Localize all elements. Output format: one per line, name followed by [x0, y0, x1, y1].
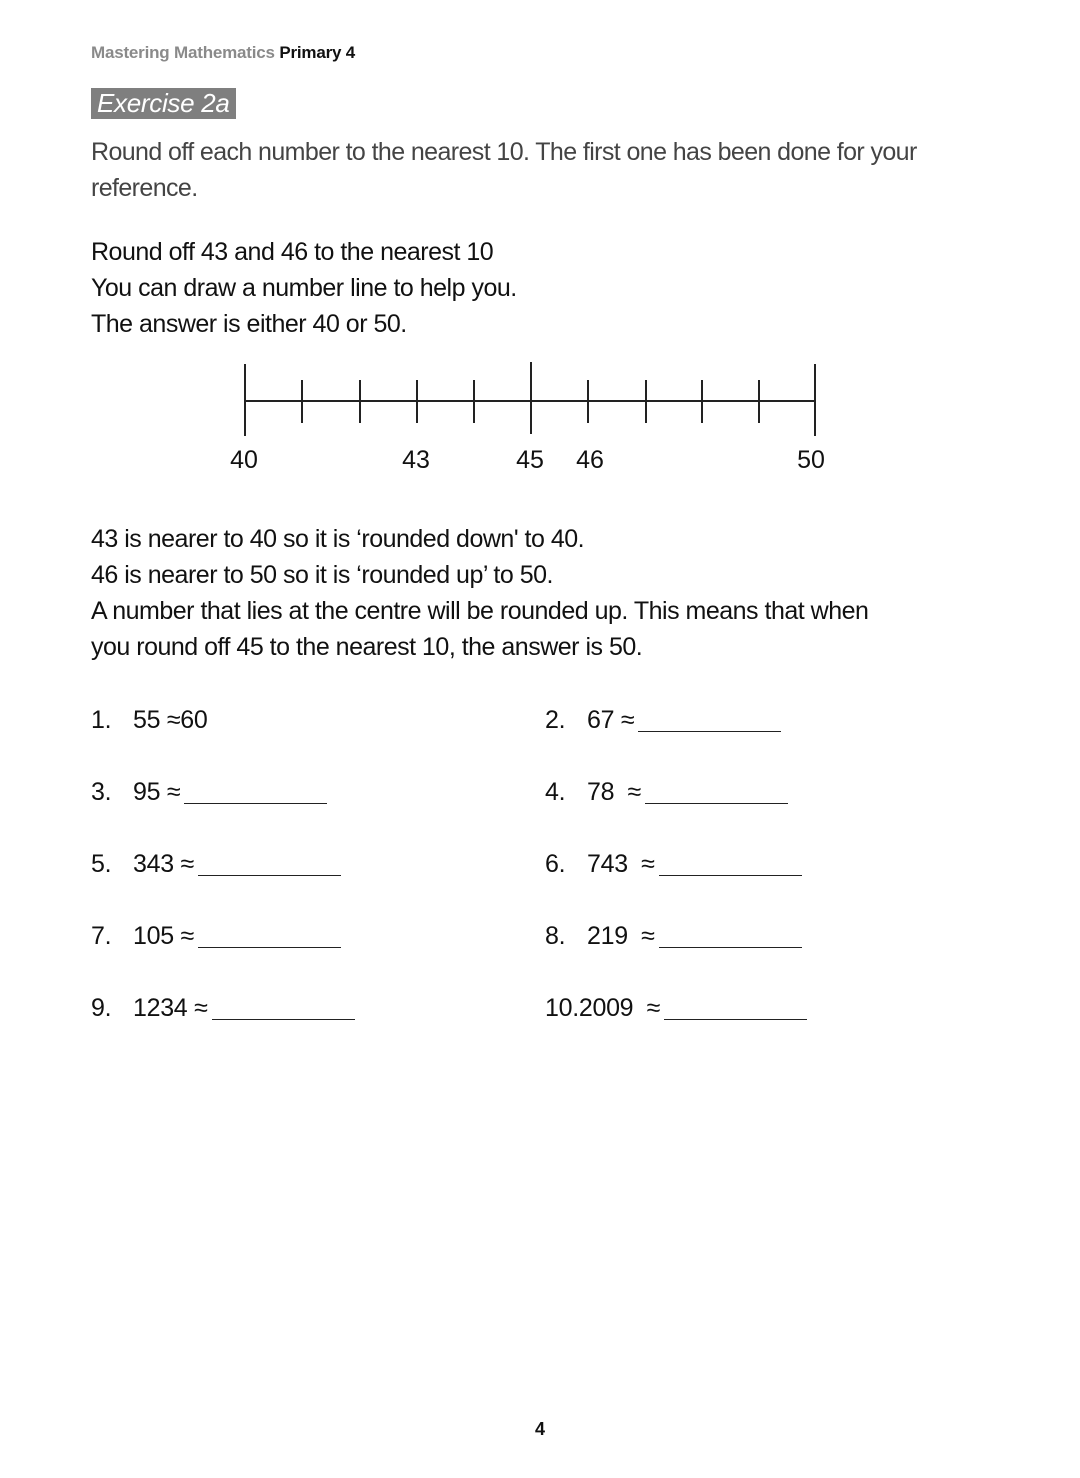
question-4: [545, 777, 788, 807]
explanation-line: A number that lies at the centre will be rounded up. This means that when: [91, 597, 869, 625]
question-number: 8.: [545, 922, 566, 950]
question-10: [545, 993, 807, 1023]
question-9: [91, 993, 355, 1023]
question-number: 1.: [91, 706, 112, 734]
answer-blank[interactable]: [212, 997, 355, 1020]
question-value: 67: [587, 706, 615, 734]
question-value: 219: [587, 922, 628, 950]
approx-symbol: ≈: [627, 778, 641, 806]
question-3: [91, 777, 327, 807]
question-value: 55: [133, 706, 161, 734]
question-number: 10.: [545, 994, 579, 1022]
question-1: [91, 705, 208, 735]
approx-symbol: ≈: [641, 850, 655, 878]
explanation-line: 46 is nearer to 50 so it is ‘rounded up’ to 50.: [91, 561, 553, 589]
question-number: 5.: [91, 850, 112, 878]
approx-symbol: ≈: [646, 994, 660, 1022]
example-line: Round off 43 and 46 to the nearest 10: [91, 238, 494, 266]
question-number: 3.: [91, 778, 112, 806]
explanation-line: you round off 45 to the nearest 10, the answer is 50.: [91, 633, 643, 661]
approx-symbol: ≈: [166, 778, 181, 806]
approx-symbol: ≈: [180, 850, 194, 878]
exercise-title: Exercise 2a: [91, 88, 236, 119]
answer-blank[interactable]: [659, 925, 802, 948]
tick-label-45: 45: [516, 446, 544, 474]
question-8: [545, 921, 802, 951]
answer-blank[interactable]: [184, 781, 327, 804]
book-series-title: Mastering Mathematics: [91, 43, 275, 62]
question-number: 4.: [545, 778, 566, 806]
tick-label-50: 50: [797, 446, 825, 474]
question-value: 2009: [578, 994, 634, 1022]
question-5: [91, 849, 341, 879]
question-value: 78: [587, 778, 615, 806]
instructions: [91, 134, 991, 206]
answer-blank[interactable]: [659, 853, 802, 876]
instructions-line: Round off each number to the nearest 10. The first one has been done for your: [91, 138, 917, 166]
question-value: 743: [587, 850, 628, 878]
question-number: 7.: [91, 922, 112, 950]
approx-symbol: ≈: [166, 706, 181, 734]
tick-label-43: 43: [402, 446, 430, 474]
explanation-line: 43 is nearer to 40 so it is ‘rounded down' to 40.: [91, 525, 585, 553]
question-value: 105: [133, 922, 174, 950]
answer-blank[interactable]: [645, 781, 788, 804]
question-number: 6.: [545, 850, 566, 878]
question-number: 2.: [545, 706, 566, 734]
explanation: [91, 521, 991, 665]
question-number: 9.: [91, 994, 112, 1022]
question-2: [545, 705, 781, 735]
question-7: [91, 921, 341, 951]
approx-symbol: ≈: [620, 706, 635, 734]
running-header: [91, 43, 355, 63]
answer-blank[interactable]: [638, 709, 781, 732]
page-number: 4: [534, 1419, 545, 1439]
answer-blank[interactable]: [198, 853, 341, 876]
worked-example: [91, 234, 517, 342]
answer-blank[interactable]: [664, 997, 807, 1020]
approx-symbol: ≈: [641, 922, 655, 950]
question-value: 1234: [133, 994, 188, 1022]
answer-blank[interactable]: [198, 925, 341, 948]
example-line: The answer is either 40 or 50.: [91, 310, 407, 338]
question-6: [545, 849, 802, 879]
tick-label-46: 46: [576, 446, 604, 474]
question-answer: 60: [180, 706, 208, 734]
instructions-line: reference.: [91, 174, 198, 202]
example-line: You can draw a number line to help you.: [91, 274, 517, 302]
question-value: 95: [133, 778, 161, 806]
question-value: 343: [133, 850, 174, 878]
tick-label-40: 40: [230, 446, 258, 474]
approx-symbol: ≈: [180, 922, 194, 950]
book-level: Primary 4: [279, 43, 356, 62]
number-line-diagram: [226, 360, 846, 480]
approx-symbol: ≈: [194, 994, 208, 1022]
